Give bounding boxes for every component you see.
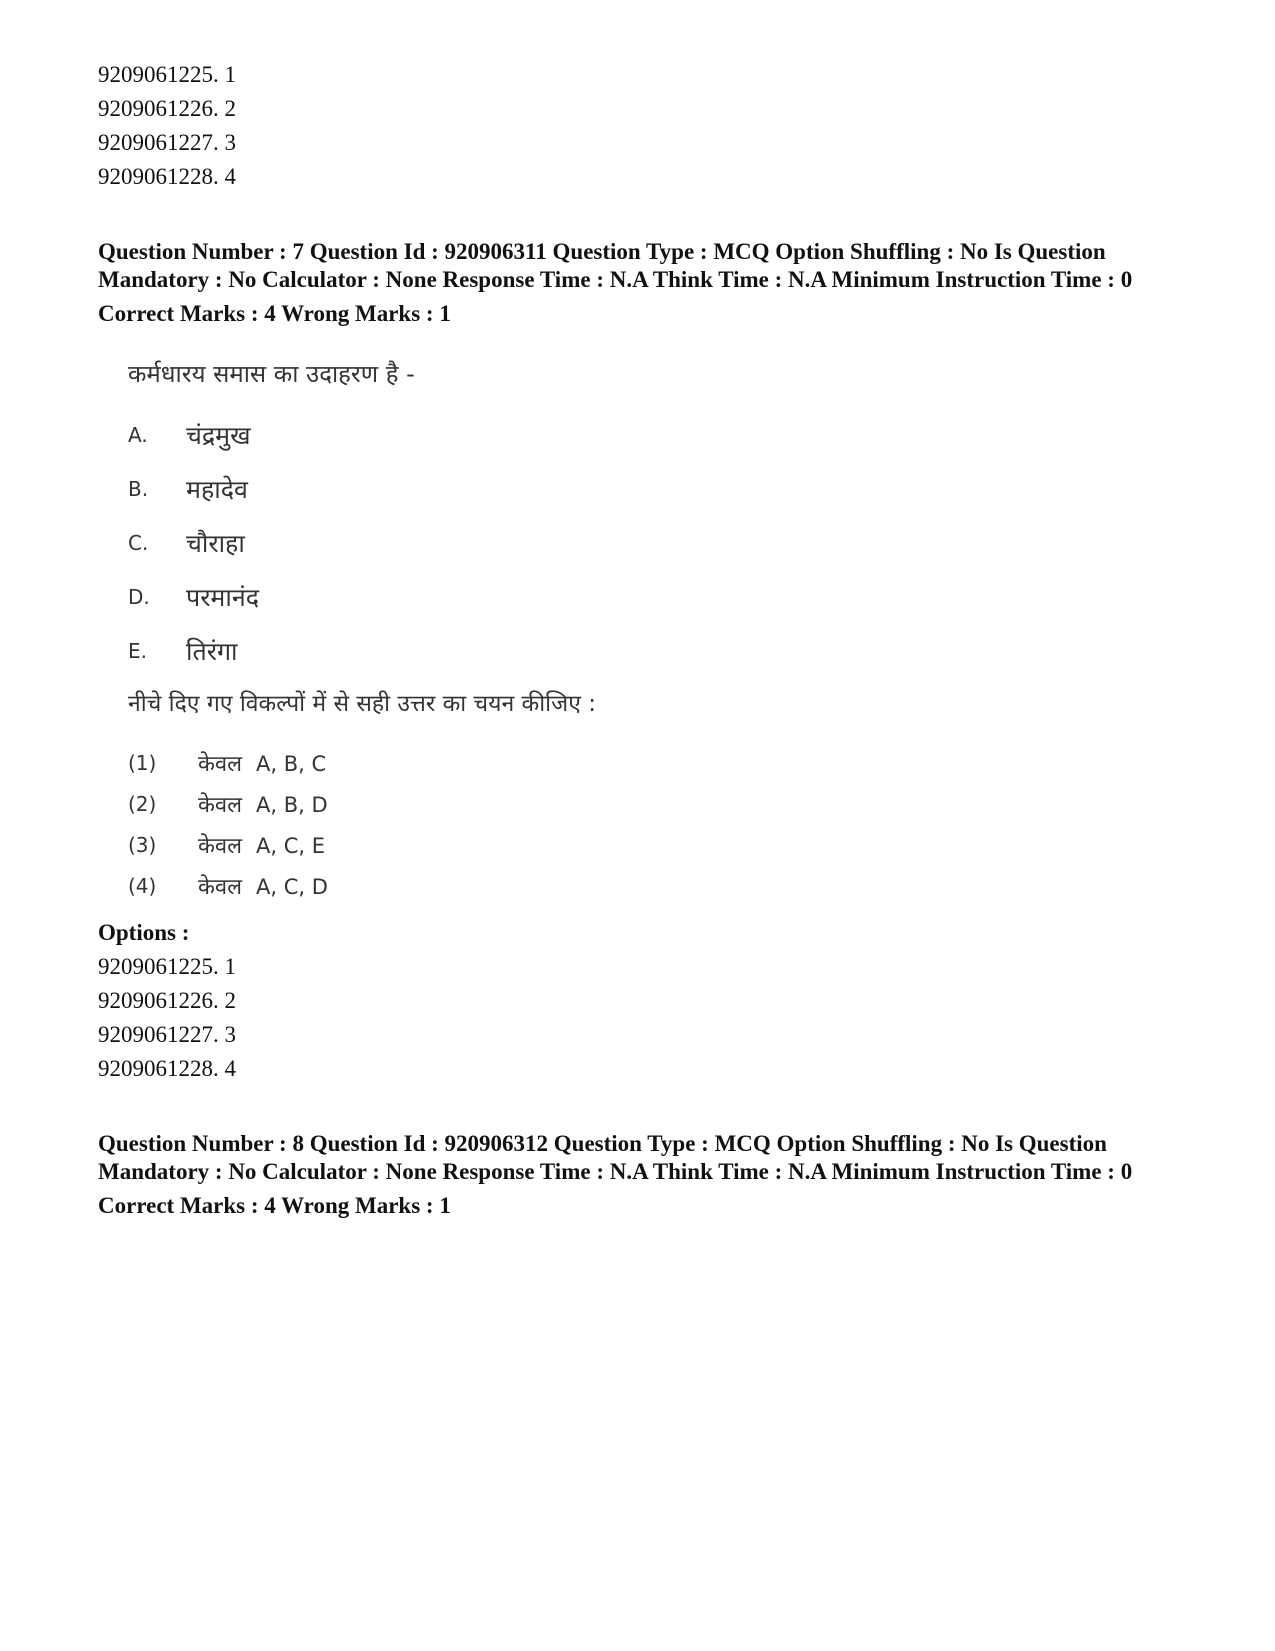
choice-label: A. (128, 423, 148, 447)
option-line: 9209061227. 3 (98, 1022, 236, 1047)
choice-text: तिरंगा (186, 637, 238, 666)
answer-word: केवल (198, 874, 243, 900)
answer-number: (1) (128, 750, 157, 775)
choice-text: महादेव (186, 475, 248, 504)
option-line: 9209061226. 2 (98, 96, 236, 121)
question-7 (98, 238, 1198, 1086)
choice-label: D. (128, 585, 150, 609)
choice-text: परमानंद (186, 583, 260, 612)
choice-b (128, 462, 1198, 516)
document-page (98, 58, 1198, 1220)
answer-option-4 (128, 865, 1198, 906)
question-header: Question Number : 7 Question Id : 920906311 Question Type : MCQ Option Shuffling : No Is Question Mandatory : No Calculator : None Response Time : N.A Think Time : N.A Minimum Instruction Time : 0 (98, 239, 1133, 292)
answer-word: केवल (198, 751, 243, 777)
answer-letters: A, C, D (256, 874, 328, 899)
answer-number: (2) (128, 791, 157, 816)
option-line: 9209061225. 1 (98, 954, 236, 979)
choice-e (128, 624, 1198, 678)
previous-options-list (98, 58, 1198, 194)
question-marks: Correct Marks : 4 Wrong Marks : 1 (98, 1193, 451, 1218)
choice-label: E. (128, 639, 147, 663)
answer-option-1 (128, 742, 1198, 783)
question-header: Question Number : 8 Question Id : 920906312 Question Type : MCQ Option Shuffling : No Is Question Mandatory : No Calculator : None Response Time : N.A Think Time : N.A Minimum Instruction Time : 0 (98, 1131, 1133, 1184)
options-list (98, 950, 1198, 1086)
question-instruction: नीचे दिए गए विकल्पों में से सही उत्तर का चयन कीजिए : (128, 691, 596, 717)
option-line: 9209061226. 2 (98, 988, 236, 1013)
choice-text: चौराहा (186, 529, 245, 558)
choice-a (128, 408, 1198, 462)
answer-word: केवल (198, 833, 243, 859)
option-line: 9209061225. 1 (98, 62, 236, 87)
question-stem: कर्मधारय समास का उदाहरण है - (128, 360, 415, 388)
answer-number: (3) (128, 832, 157, 857)
option-line: 9209061228. 4 (98, 164, 236, 189)
options-label: Options : (98, 920, 190, 945)
choice-label: B. (128, 477, 149, 501)
answer-number: (4) (128, 873, 157, 898)
question-body (128, 354, 1198, 906)
answer-letters: A, C, E (256, 833, 326, 858)
question-marks: Correct Marks : 4 Wrong Marks : 1 (98, 301, 451, 326)
choice-label: C. (128, 531, 149, 555)
choice-d (128, 570, 1198, 624)
answer-letters: A, B, D (256, 792, 328, 817)
answer-option-3 (128, 824, 1198, 865)
question-8 (98, 1130, 1198, 1220)
choice-c (128, 516, 1198, 570)
answer-option-2 (128, 783, 1198, 824)
answer-word: केवल (198, 792, 243, 818)
option-line: 9209061228. 4 (98, 1056, 236, 1081)
choice-text: चंद्रमुख (186, 421, 251, 450)
option-line: 9209061227. 3 (98, 130, 236, 155)
answer-letters: A, B, C (256, 751, 327, 776)
